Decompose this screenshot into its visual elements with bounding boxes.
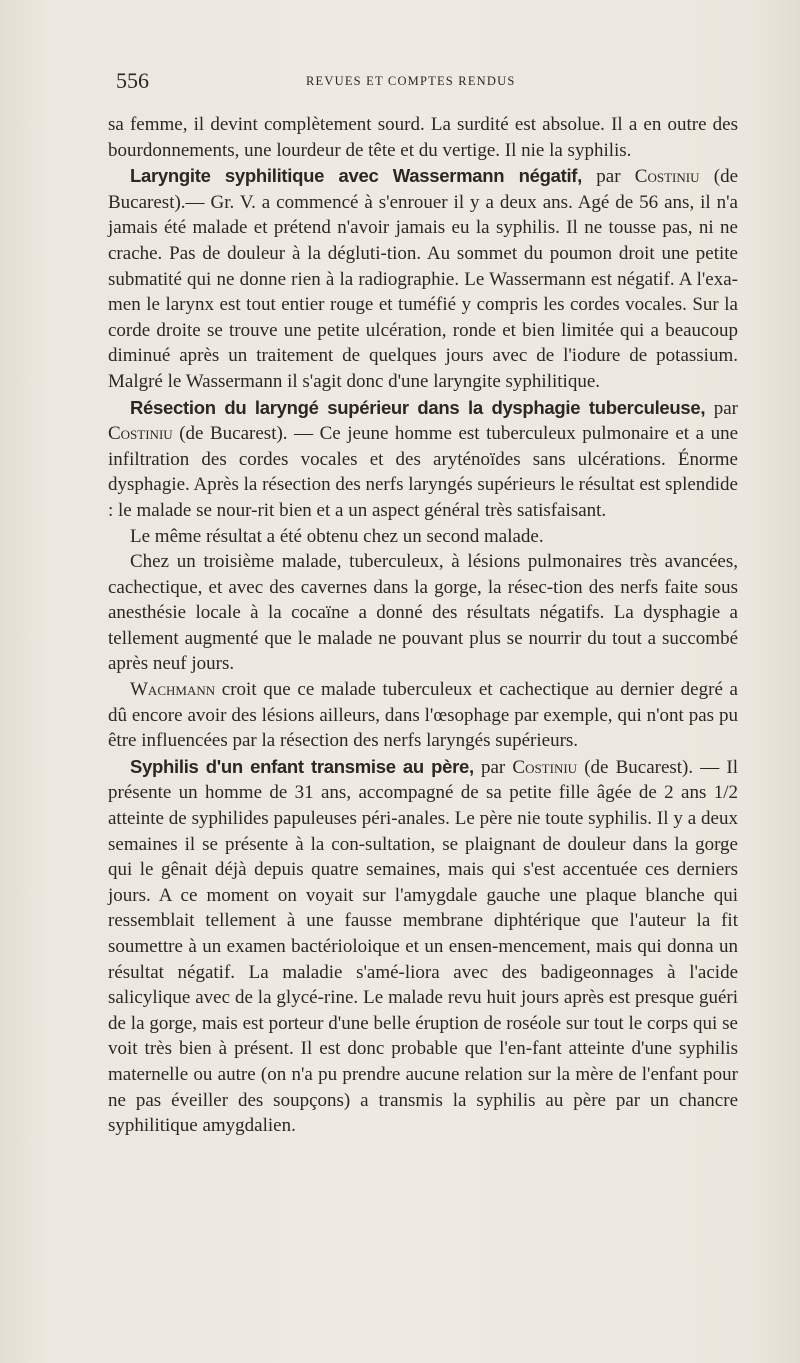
author-name: Costiniu (108, 423, 173, 445)
page-header (116, 68, 740, 98)
author-name: Wachmann (130, 679, 216, 701)
page-number: 556 (116, 68, 149, 93)
article-heading: Résection du laryngé supérieur dans la dysphagie tuberculeuse, (130, 396, 706, 418)
article-syphilis-enfant (108, 754, 738, 1139)
paragraph-text: Le même résultat a été obtenu chez un second malade. (130, 525, 544, 547)
running-head: REVUES ET COMPTES RENDUS (306, 74, 516, 88)
paragraph-text: par (705, 397, 739, 419)
paragraph-text: sa femme, il devint complètement sourd. La surdité est absolue. Il a en outre des bourdonnements, une lourdeur de tête et du vertige. Il nie la syphilis. (108, 114, 738, 161)
article-resection-laryngee (108, 395, 738, 524)
paragraph-text: par (473, 756, 513, 778)
paragraph (108, 549, 738, 677)
paragraph-text: (de Bucarest). — Ce jeune homme est tuberculeux pulmonaire et a une infiltration des cordes vocales et des aryténoïdes sans ulcérations. Énorme dysphagie. Après la résection des nerfs laryngés supérieurs le résultat est splendide : le malade se nour-rit bien et a un aspect général très satisfaisant. (108, 423, 738, 521)
paragraph-text: par (582, 166, 635, 188)
paragraph-wachmann (108, 677, 738, 754)
paragraph (108, 524, 738, 550)
paragraph-continuation (108, 112, 738, 163)
paragraph-text: Chez un troisième malade, tuberculeux, à lésions pulmonaires très avancées, cachectique, et avec des cavernes dans la gorge, la résec-tion des nerfs faite sous anesthésie locale à la cocaïne a donné des résultats négatifs. La dysphagie a tellement augmenté que le malade ne pouvant plus se nourrir du tout a succombé après neuf jours. (108, 551, 738, 675)
author-name: Costiniu (512, 756, 578, 778)
article-laryngite-syphilitique (108, 163, 738, 394)
paragraph-text: (de Bucarest).— Gr. V. a commencé à s'enrouer il y a deux ans. Agé de 56 ans, il n'a jamais été malade et prétend n'avoir jamais eu la syphilis. Il ne tousse pas, ni ne crache. Pas de douleur à la dégluti-tion. Au sommet du poumon droit une petite submatité qui ne donne rien à la radiographie. Le Wassermann est négatif. A l'exa-men le larynx est tout entier rouge et tuméfié y compris les cordes vocales. Sur la corde droite se trouve une petite ulcération, ronde et bien limitée qui a beaucoup diminué après un traitement de quelques jours avec de l'iodure de potassium. Malgré le Wassermann il s'agit donc d'une laryngite syphilitique. (108, 166, 738, 392)
body-text (108, 112, 738, 1139)
article-heading: Syphilis d'un enfant transmise au père, (130, 755, 474, 777)
paragraph-text: croit que ce malade tuberculeux et cachectique au dernier degré a dû encore avoir des lésions ailleurs, dans l'œsophage par exemple, qui n'ont pas pu être influencées par la résection des nerfs laryngés supérieurs. (108, 679, 738, 752)
author-name: Costiniu (634, 166, 700, 188)
paragraph-text: (de Bucarest). — Il présente un homme de 31 ans, accompagné de sa petite fille âgée de 2 ans 1/2 atteinte de syphilides papuleuses péri-anales. Le père nie toute syphilis. Il y a deux semaines il se présente à la con-sultation, se plaignant de douleur dans la gorge qui le gênait déjà depuis quatre semaines, mais qui s'est accentuée ces derniers jours. A ce moment on voyait sur l'amygdale gauche une plaque blanche qui ressemblait tellement à une fausse membrane diphtérique que l'auteur la fit soumettre à un examen bactérioloique et un ensen-mencement, mais qui donna un résultat négatif. La maladie s'amé-liora avec des badigeonnages à l'acide salicylique avec de la glycé-rine. Le malade revu huit jours après est presque guéri de la gorge, mais est porteur d'une belle éruption de roséole sur tout le corps qui se voit très bien à présent. Il est donc probable que l'en-fant atteinte d'une syphilis maternelle ou autre (on n'a pu prendre aucune relation sur la mère de l'enfant pour ne pas éveiller des soupçons) a transmis la syphilis au père par un chancre syphilitique amygdalien. (108, 756, 739, 1137)
article-heading: Laryngite syphilitique avec Wassermann négatif, (130, 165, 582, 187)
